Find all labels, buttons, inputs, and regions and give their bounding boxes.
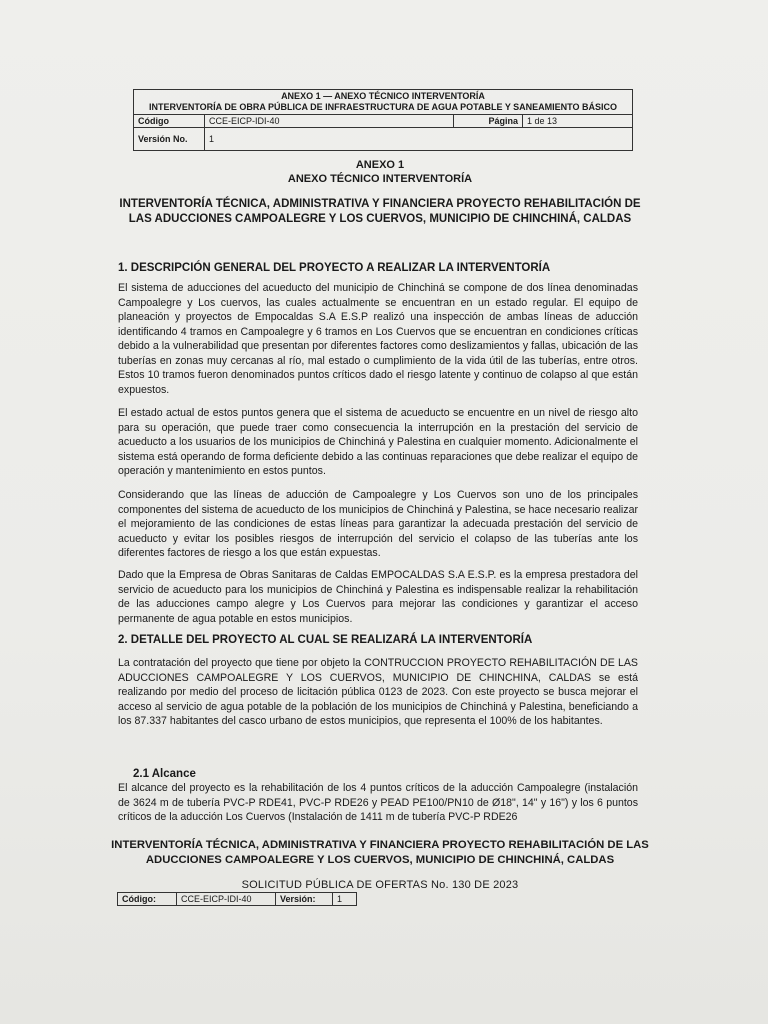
header-line-2: INTERVENTORÍA DE OBRA PÚBLICA DE INFRAESTRUCTURA DE AGUA POTABLE Y SANEAMIENTO BÁSICO — [148, 102, 618, 112]
annex-title — [110, 158, 650, 186]
footer-codigo-label: Código: — [118, 893, 177, 906]
footer-version-value: 1 — [333, 893, 357, 906]
header-codigo-value: CCE-EICP-IDI-40 — [205, 115, 454, 128]
footer-version-label: Versión: — [276, 893, 333, 906]
section-1-paragraph-4: Dado que la Empresa de Obras Sanitaras de Caldas EMPOCALDAS S.A E.S.P. es la empresa prestadora del servicio de acueducto para los municipios de Chinchiná y Palestina es indispensable realizar la rehabilitación de las aducciones campo alegre y Los Cuervos para mejorar las condiciones y garantizar el acceso permanente de agua potable en estos municipios. — [118, 569, 638, 625]
section-2-1-heading: 2.1 Alcance — [133, 768, 196, 780]
section-2-paragraph-1: La contratación del proyecto que tiene por objeto la CONTRUCCION PROYECTO REHABILITACIÓN DE LAS ADUCCIONES CAMPOALEGRE Y LOS CUERVOS, MUNICIPIO DE CHINCHINA, CALDAS se está realizando por medio del proceso de licitación pública 0123 de 2023. Con este proyecto se busca mejorar el acceso al servicio de agua potable de la población de los municipios de Chinchiná y Palestina, beneficiando a los 87.337 habitantes del casco urbano de estos municipios, que representa el 100% de los habitantes. — [118, 657, 638, 727]
header-title-cell — [134, 90, 633, 115]
annex-subtitle: ANEXO TÉCNICO INTERVENTORÍA — [287, 173, 473, 185]
annex-number: ANEXO 1 — [355, 159, 405, 171]
header-version-value: 1 — [205, 128, 633, 151]
section-1-paragraph-3: Considerando que las líneas de aducción de Campoalegre y Los Cuervos son uno de los principales componentes del sistema de acueducto de los municipios de Chinchiná y Palestina, se hace necesario realizar el mejoramiento de las condiciones de estas líneas para garantizar la adecuada prestación del servicio de acueducto y evitar los posibles riesgos de interrupción del servicio el colapso de las tuberías ante los diferentes factores de riesgo a los que están expuestas. — [118, 489, 638, 559]
header-version-label: Versión No. — [134, 128, 205, 151]
header-pagina-label: Página — [454, 115, 523, 128]
section-1-paragraph-1: El sistema de aducciones del acueducto del municipio de Chinchiná se compone de dos línea denominadas Campoalegre y Los cuervos, las cuales actualmente se encuentran en un estado regular. El equipo de planeación y proyectos de Empocaldas S.A E.S.P realizó una inspección de ambas líneas de aducción identificando 4 tramos en Campoalegre y 6 tramos en Los Cuervos que se encuentran en condiciones críticas debido a la vulnerabilidad que presentan por diferentes factores como deslizamientos y fallas, ubicación de las tuberías en zonas muy cercanas al río, mal estado o cumplimiento de la vida útil de las tuberías, entre otros. Estos 10 tramos fueron denominados puntos críticos dado el riesgo latente y continuo de colapso al que están expuestos. — [118, 282, 638, 396]
footer-table — [117, 892, 357, 906]
header-codigo-label: Código — [134, 115, 205, 128]
section-1-heading: 1. DESCRIPCIÓN GENERAL DEL PROYECTO A REALIZAR LA INTERVENTORÍA — [118, 262, 551, 274]
section-2-1-paragraph: El alcance del proyecto es la rehabilitación de los 4 puntos críticos de la aducción Campoalegre (instalación de 3624 m de tubería PVC-P RDE41, PVC-P RDE26 y PEAD PE100/PN10 de Ø18", 14" y 16") y los 6 puntos críticos de la aducción Los Cuervos (Instalación de 1411 m de tubería PVC-P RDE26 — [118, 782, 638, 823]
header-line-1: ANEXO 1 — ANEXO TÉCNICO INTERVENTORÍA — [281, 91, 485, 101]
footer-codigo-value: CCE-EICP-IDI-40 — [177, 893, 276, 906]
section-1-paragraph-2: El estado actual de estos puntos genera que el sistema de acueducto se encuentre en un nivel de riesgo alto para su operación, que puede traer como consecuencia la interrupción en la prestación del servicio de acueducto a los usuarios de los municipios de Chinchiná y Palestina en cualquier momento. Adicionalmente el sistema está operando de forma deficiente debido a las continuas reparaciones que debe realizar el equipo de operación y mantenimiento en estos puntos. — [118, 407, 638, 477]
section-2-heading: 2. DETALLE DEL PROYECTO AL CUAL SE REALIZARÁ LA INTERVENTORÍA — [118, 634, 533, 646]
document-main-title: INTERVENTORÍA TÉCNICA, ADMINISTRATIVA Y FINANCIERA PROYECTO REHABILITACIÓN DE LAS ADUCCIONES CAMPOALEGRE Y LOS CUERVOS, MUNICIPIO DE CHINCHINÁ, CALDAS — [119, 198, 641, 225]
header-pagina-value: 1 de 13 — [523, 115, 633, 128]
header-table — [133, 89, 633, 151]
footer-title: INTERVENTORÍA TÉCNICA, ADMINISTRATIVA Y FINANCIERA PROYECTO REHABILITACIÓN DE LAS ADUCCIONES CAMPOALEGRE Y LOS CUERVOS, MUNICIPIO DE CHINCHINÁ, CALDAS — [111, 839, 649, 866]
footer-subtitle: SOLICITUD PÚBLICA DE OFERTAS No. 130 DE 2023 — [241, 879, 519, 891]
